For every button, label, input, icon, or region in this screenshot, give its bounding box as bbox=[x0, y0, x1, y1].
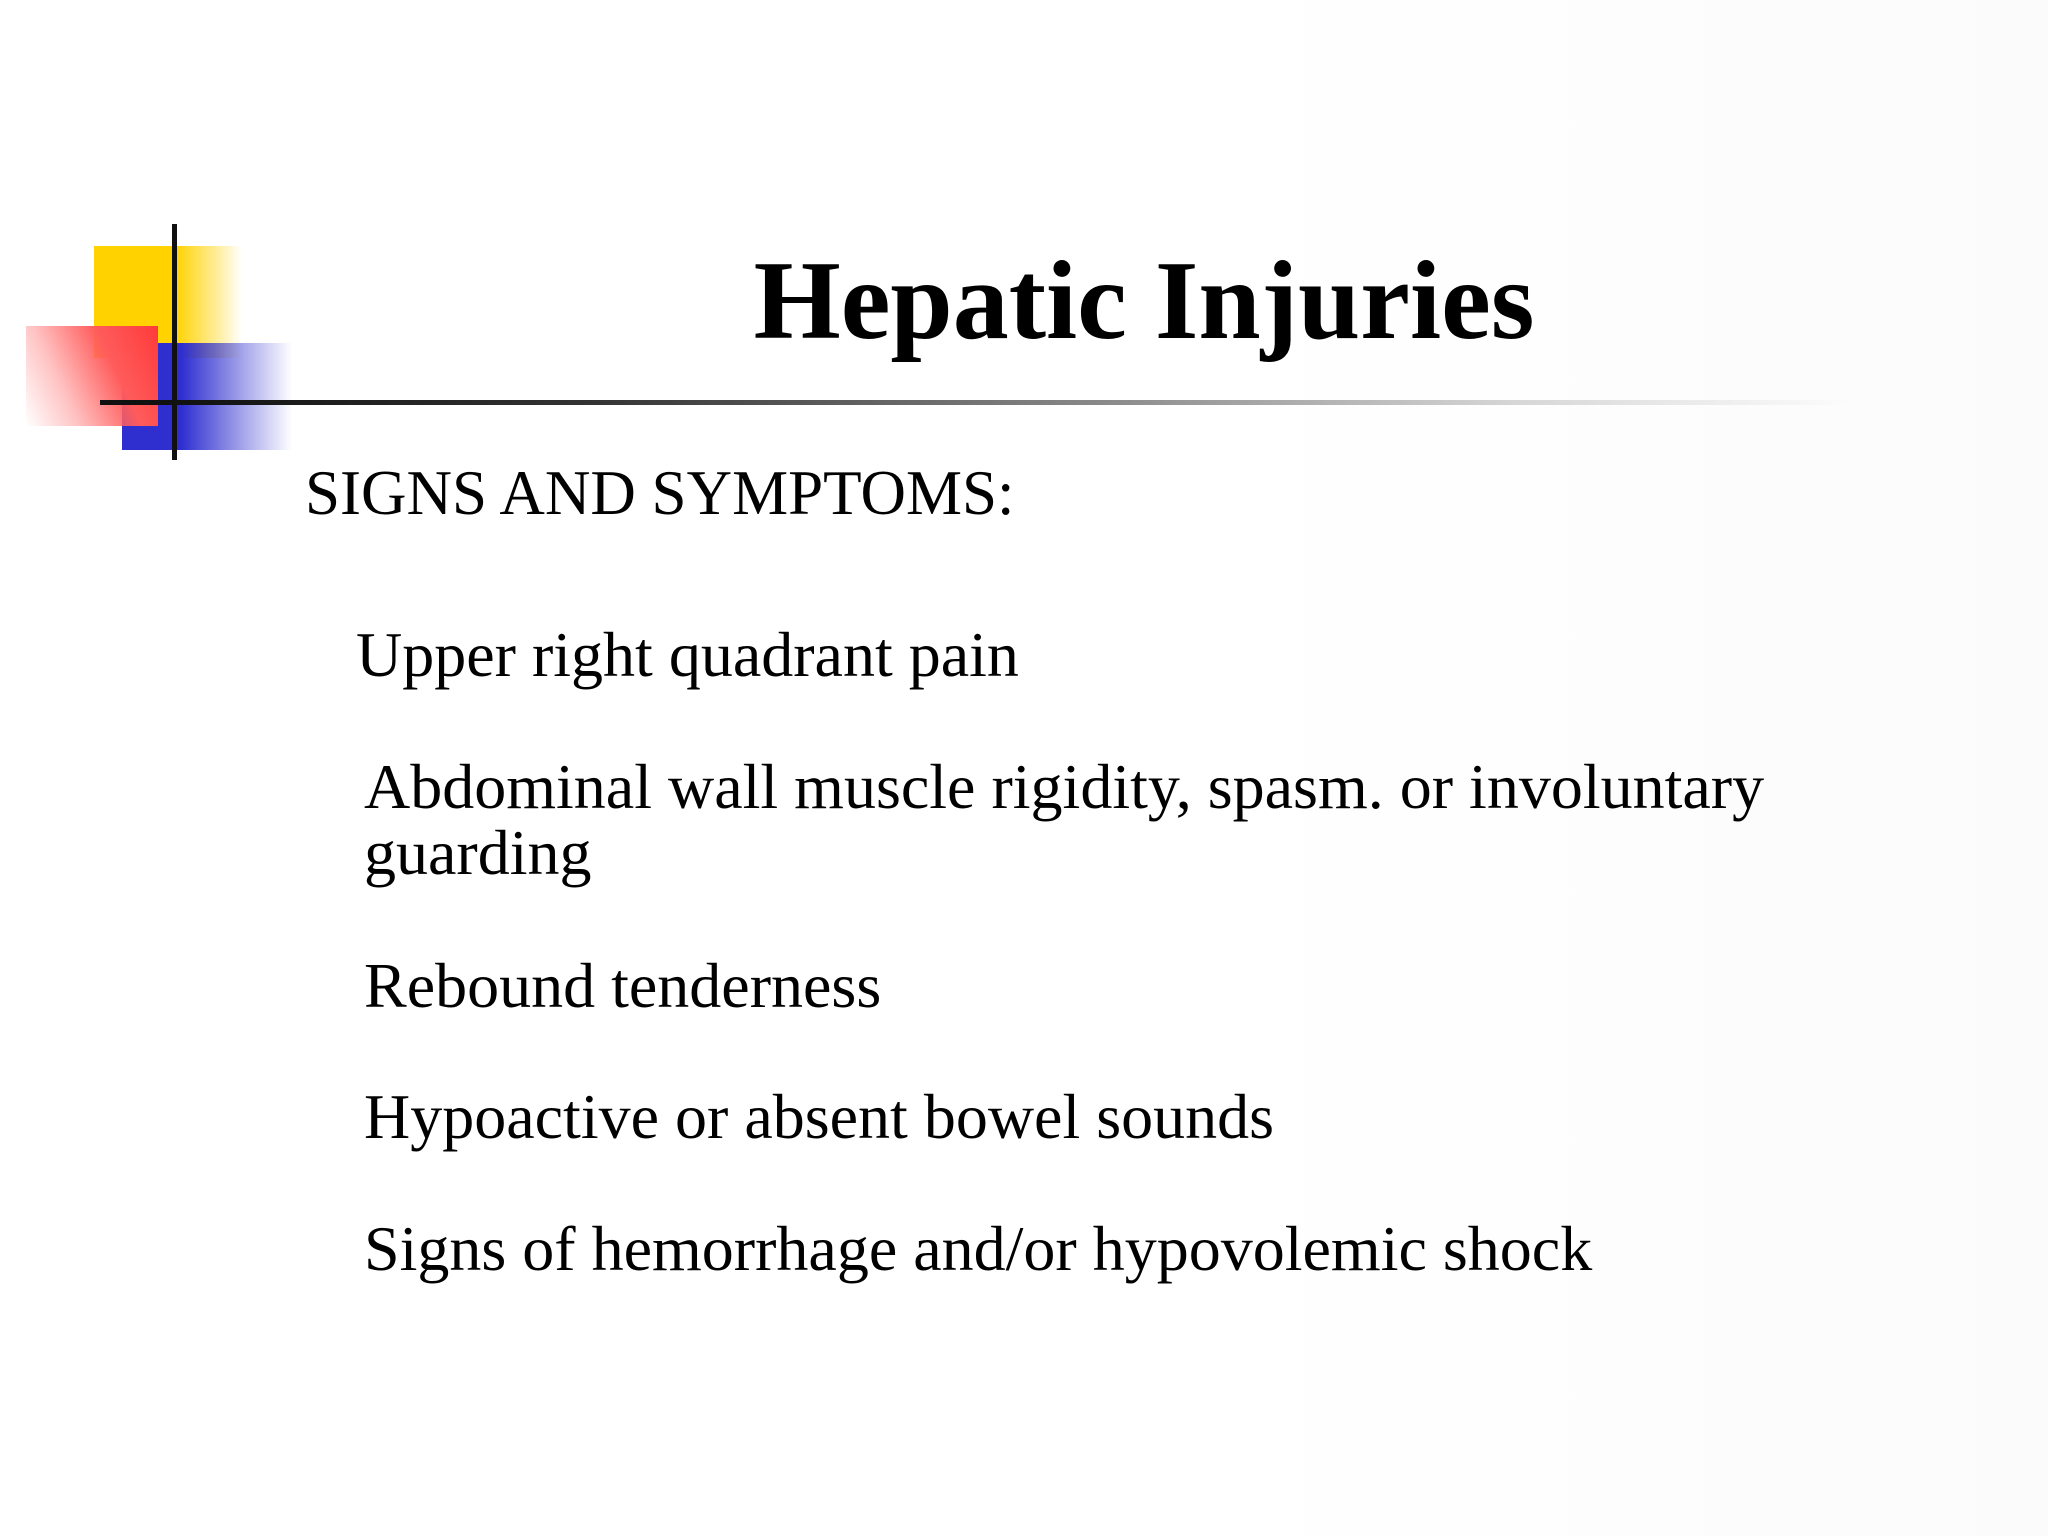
list-item bbox=[364, 751, 1765, 888]
list-item bbox=[364, 1213, 1593, 1284]
section-heading: SIGNS AND SYMPTOMS: bbox=[305, 458, 1015, 528]
list-item-text: Abdominal wall muscle rigidity, spasm. or involuntary bbox=[364, 751, 1765, 822]
list-item-text: Hypoactive or absent bowel sounds bbox=[364, 1081, 1275, 1152]
list-item bbox=[364, 1081, 1275, 1152]
list-item-text: Upper right quadrant pain bbox=[356, 619, 1019, 690]
list-item-text-continued: guarding bbox=[364, 817, 592, 888]
list-item-text: Signs of hemorrhage and/or hypovolemic shock bbox=[364, 1213, 1593, 1284]
list-item-text: Rebound tenderness bbox=[364, 950, 882, 1021]
list-item bbox=[356, 619, 1019, 690]
list-item bbox=[364, 950, 882, 1021]
slide-title: Hepatic Injuries bbox=[753, 239, 1535, 363]
